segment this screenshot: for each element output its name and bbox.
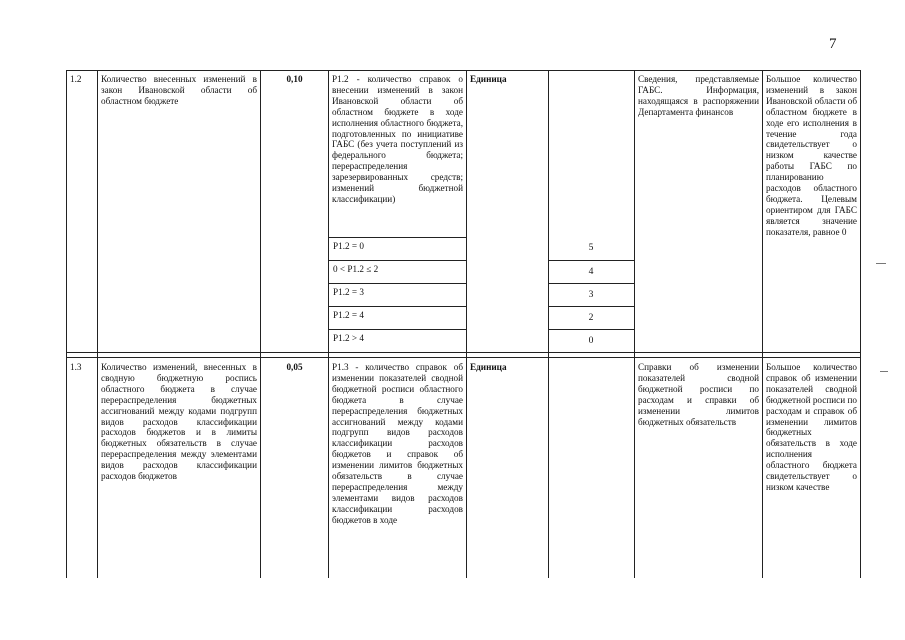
row-1-2-scale-value: 5 [588, 242, 594, 253]
col-divider-unit [548, 70, 549, 578]
table-border-left [66, 70, 67, 578]
row-1-2-weight: 0,10 [286, 74, 303, 84]
page-number: 7 [829, 36, 837, 52]
row-1-2-number: 1.2 [70, 74, 82, 84]
row-1-2-unit: Единица [470, 74, 507, 84]
row-1-2-scale-condition: 0 < P1.2 ≤ 2 [329, 260, 466, 283]
col-divider-name [260, 70, 261, 578]
scan-margin-mark [876, 263, 886, 264]
row-1-2-formula: P1.2 - количество справок о внесении изменений в закон Ивановской области об областном бюджете в ходе исполнения областного бюджета, подготовленных по инициативе ГАБС (без учета поступлений из федерального бюджета; перераспределения зарезервированных средств; изменений бюджетной классификации) [332, 74, 463, 204]
col-divider-formula [466, 70, 467, 578]
row-1-2-scale-condition: P1.2 = 4 [329, 306, 466, 329]
row-1-3-unit: Единица [470, 362, 507, 372]
row-1-2-scale-value: 4 [588, 266, 594, 277]
scale-value-divider [548, 260, 634, 261]
row-1-2-scale-value: 2 [588, 312, 594, 323]
row-1-2-scale-value: 0 [588, 335, 594, 346]
row-1-3-weight: 0,05 [286, 362, 303, 372]
row-1-3-indicator-name: Количество изменений, внесенных в сводную бюджетную роспись областного бюджета в случае перераспределения бюджетных ассигнований между кодами подгрупп видов расходов классификации расходов бюджетов и в лимиты бюджетных обязательств в случае перераспределения между элементами видов расходов классификации расходов бюджетов [101, 362, 257, 482]
row-1-2-indicator-name: Количество внесенных изменений в закон Ивановской области об областном бюджете [101, 74, 257, 106]
row-divider [66, 352, 861, 353]
scale-value-divider [548, 283, 634, 284]
row-1-2-scale-condition: P1.2 = 3 [329, 283, 466, 306]
table-border-right [860, 70, 861, 578]
table-border-top [66, 70, 861, 71]
row-1-2-scale-condition: P1.2 = 0 [329, 237, 466, 260]
row-divider-second [66, 357, 861, 358]
row-1-3-formula: P1.3 - количество справок об изменении показателей сводной бюджетной росписи областного бюджета в случае перераспределения бюджетных ассигнований между кодами подгрупп видов расходов классификации расходов бюджетов и справок об изменении лимитов бюджетных обязательств в случае перераспределения между элементами видов расходов классификации расходов бюджетов в ходе [332, 362, 463, 525]
scale-value-divider [548, 329, 634, 330]
row-1-3-comment: Большое количество справок об изменении показателей сводной бюджетной росписи по расходам и справок об изменении лимитов бюджетных обязательств в ходе исполнения областного бюджета свидетельствует о низком качестве [766, 362, 857, 492]
row-1-3-source: Справки об изменении показателей сводной бюджетной росписи по расходам и справки об изменении лимитов бюджетных обязательств [638, 362, 759, 427]
row-1-3-number: 1.3 [70, 362, 82, 372]
row-1-2-scale-condition: P1.2 > 4 [329, 329, 466, 352]
scan-margin-mark [880, 371, 888, 372]
col-divider-values [634, 70, 635, 578]
col-divider-num [97, 70, 98, 578]
scale-value-divider [548, 306, 634, 307]
row-1-2-source: Сведения, представляемые ГАБС. Информация, находящаяся в распоряжении Департамента финансов [638, 74, 759, 117]
row-1-2-comment: Большое количество изменений в закон Ивановской области об областном бюджете в ходе его исполнения в течение года свидетельствует о низком качестве работы ГАБС по планированию расходов областного бюджета. Целевым ориентиром для ГАБС является значение показателя, равное 0 [766, 74, 857, 237]
row-1-2-scale-value: 3 [588, 289, 594, 300]
